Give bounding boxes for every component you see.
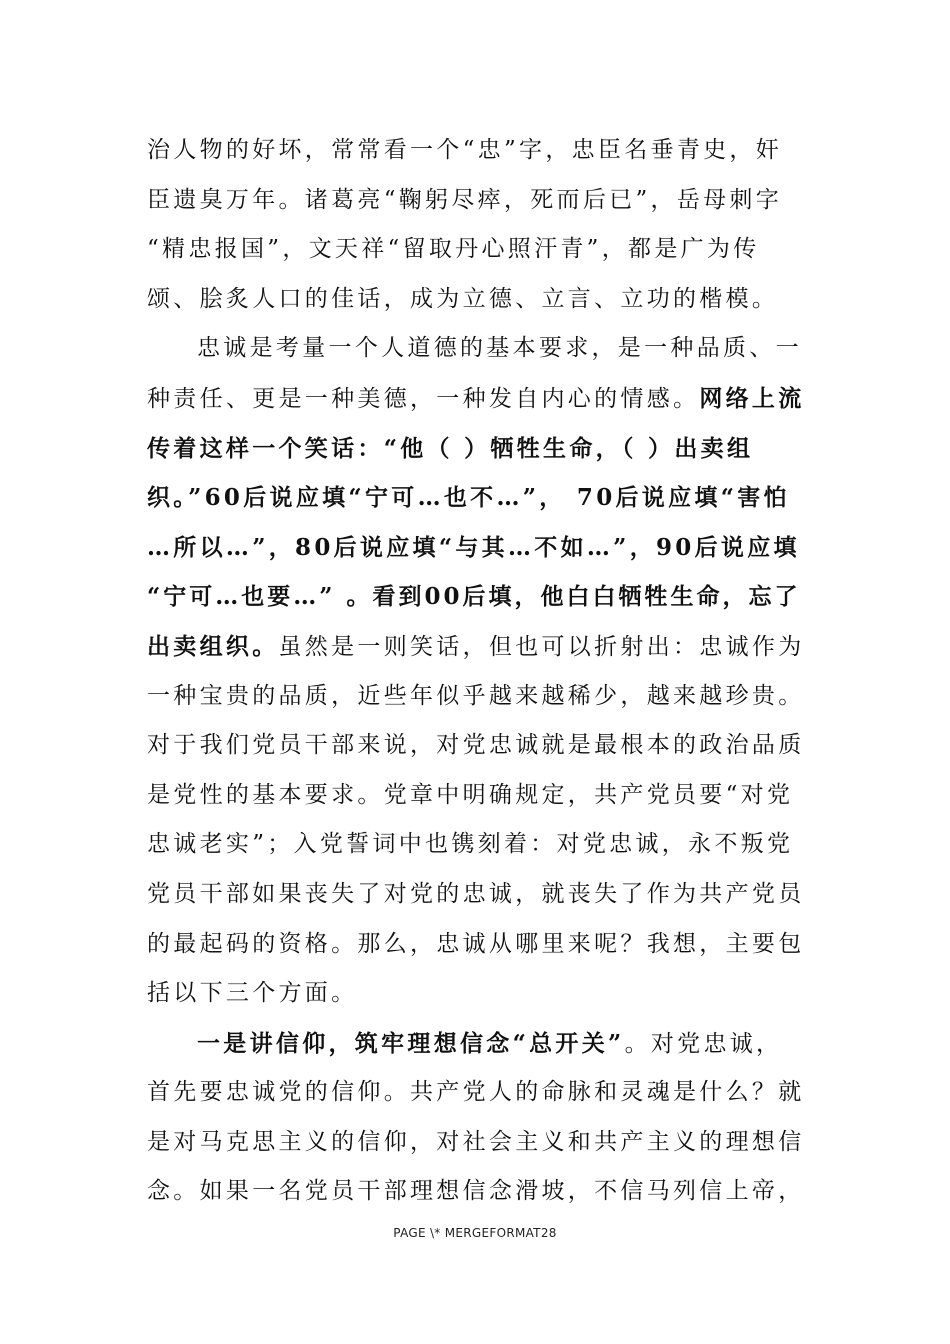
text-segment: 忠诚是考量一个人道德的基本要求，是一种品质、一	[197, 335, 802, 362]
text-line	[147, 1068, 807, 1118]
bold-text-segment: 出卖组织。	[147, 632, 279, 660]
text-segment: “精忠报国”，文天祥“留取丹心照汗青”，都是广为传	[147, 236, 760, 263]
text-line	[147, 920, 807, 970]
text-segment: 括以下三个方面。	[147, 980, 358, 1007]
text-line	[147, 572, 807, 622]
text-line	[147, 473, 807, 523]
text-line	[147, 1118, 807, 1168]
body-text	[147, 126, 807, 1217]
text-line	[147, 672, 807, 722]
text-line	[147, 324, 807, 374]
text-line	[147, 820, 807, 870]
text-segment: 种责任、更是一种美德，一种发自内心的情感。	[147, 385, 700, 412]
text-segment: 臣遗臭万年。诸葛亮“鞠躬尽瘁，死而后已”，岳母刺字	[147, 186, 783, 213]
text-segment: 的最起码的资格。那么，忠诚从哪里来呢？我想，主要包	[147, 930, 805, 957]
text-line	[147, 424, 807, 474]
text-segment: 一种宝贵的品质，近些年似乎越来越稀少，越来越珍贵。	[147, 682, 805, 709]
text-segment: 治人物的好坏，常常看一个“忠”字，忠臣名垂青史，奸	[147, 137, 783, 163]
text-line	[147, 126, 807, 176]
bold-text-segment: 一是讲信仰，筑牢理想信念“总开关”	[197, 1029, 625, 1057]
text-segment: 忠诚老实”；入党誓词中也镌刻着：对党忠诚，永不叛党	[147, 831, 794, 858]
bold-text-segment: 传着这样一个笑话：“他（ ）牺牲生命，（ ）出卖组	[147, 434, 754, 462]
text-segment: 首先要忠诚党的信仰。共产党人的命脉和灵魂是什么？就	[147, 1079, 805, 1106]
text-line	[147, 275, 807, 325]
text-segment: 虽然是一则笑话，但也可以折射出：忠诚作为	[278, 633, 805, 660]
text-line	[147, 374, 807, 424]
bold-text-segment: 网络上流	[699, 384, 805, 412]
text-line	[147, 771, 807, 821]
text-line	[147, 1019, 807, 1069]
text-segment: 。对党忠诚，	[624, 1030, 783, 1057]
text-line	[147, 870, 807, 920]
text-line	[147, 176, 807, 226]
text-line	[147, 721, 807, 771]
bold-text-segment: …所以…”，80后说应填“与其…不如…”，90后说应填	[147, 533, 800, 561]
text-line	[147, 523, 807, 573]
text-segment: 是对马克思主义的信仰，对社会主义和共产主义的理想信	[147, 1128, 805, 1155]
text-line	[147, 622, 807, 672]
text-line	[147, 1167, 807, 1217]
bold-text-segment: “宁可…也要…” 。看到00后填，他白白牺牲生命，忘了	[147, 583, 801, 611]
text-segment: 党员干部如果丧失了对党的忠诚，就丧失了作为共产党员	[147, 880, 805, 907]
bold-text-segment: 织。”60后说应填“宁可…也不…”， 70后说应填“害怕	[147, 484, 790, 512]
text-segment: 念。如果一名党员干部理想信念滑坡，不信马列信上帝，	[147, 1178, 805, 1205]
text-line	[147, 969, 807, 1019]
text-segment: 对于我们党员干部来说，对党忠诚就是最根本的政治品质	[147, 732, 805, 759]
text-line	[147, 225, 807, 275]
text-segment: 颂、脍炙人口的佳话，成为立德、立言、立功的楷模。	[147, 285, 779, 312]
text-segment: 是党性的基本要求。党章中明确规定，共产党员要“对党	[147, 781, 794, 808]
page-footer: PAGE \* MERGEFORMAT28	[393, 1226, 557, 1240]
